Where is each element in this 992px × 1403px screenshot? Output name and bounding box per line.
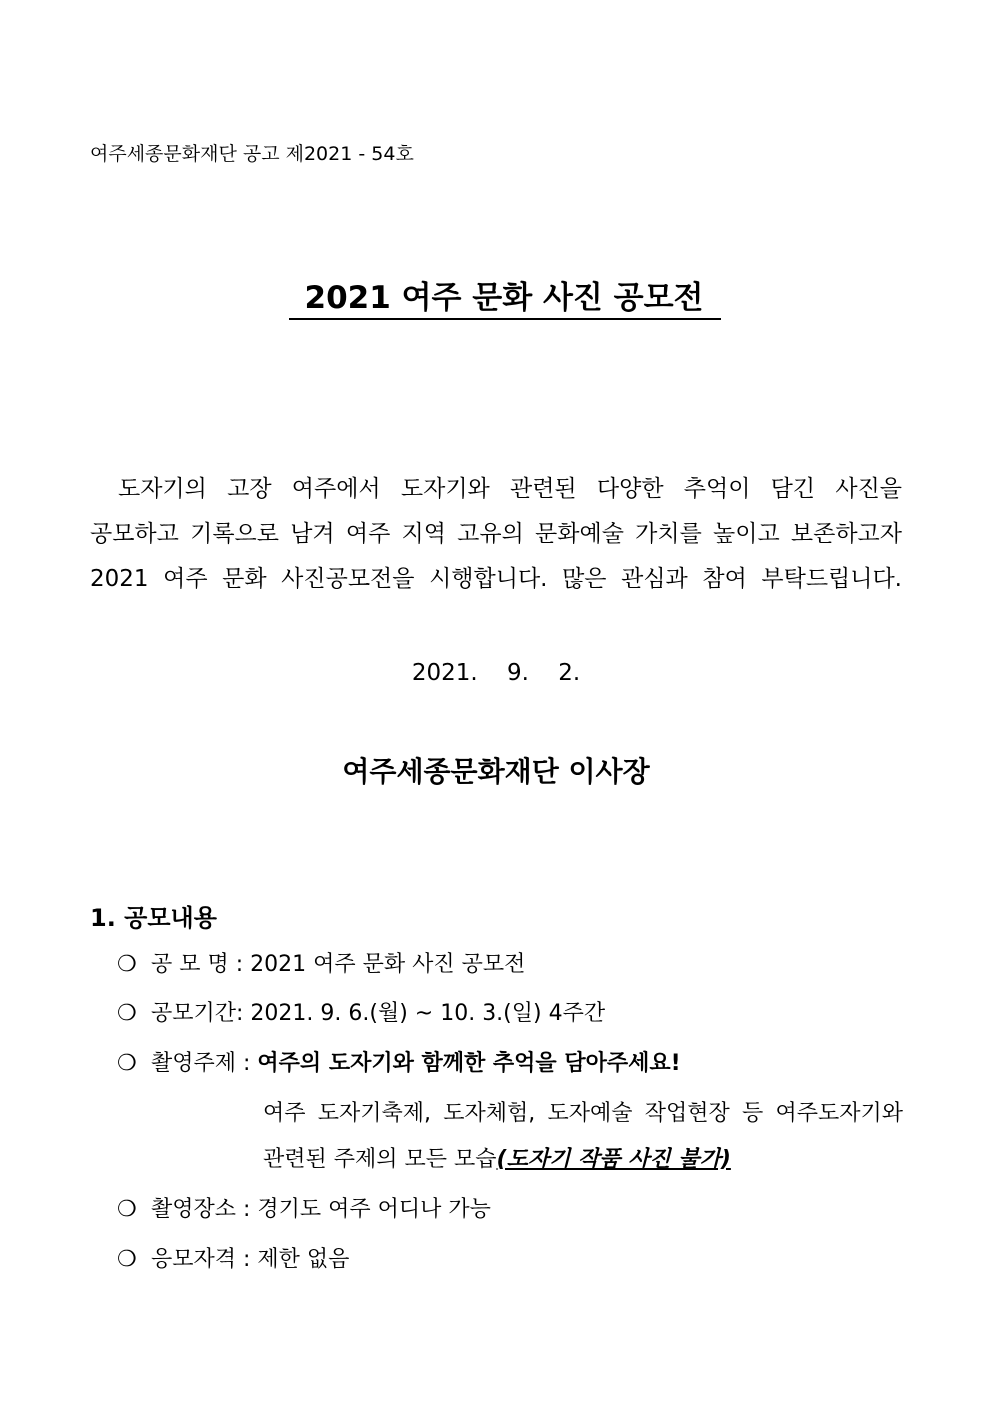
item-value: 제한 없음 bbox=[257, 1247, 350, 1272]
document-title-wrapper bbox=[0, 278, 992, 320]
theme-detail-line-2 bbox=[263, 1143, 903, 1177]
circle-bullet-icon: ❍ bbox=[117, 1001, 137, 1026]
theme-detail-text: 관련된 주제의 모든 모습 bbox=[263, 1147, 497, 1172]
intro-paragraph bbox=[90, 467, 902, 602]
item-label: 공모기간: bbox=[151, 1001, 244, 1026]
circle-bullet-icon: ❍ bbox=[117, 952, 137, 977]
intro-line-3: 2021 여주 문화 사진공모전을 시행합니다. 많은 관심과 참여 부탁드립니다. bbox=[90, 566, 902, 592]
issuer: 여주세종문화재단 이사장 bbox=[342, 755, 650, 788]
list-item-contest-name bbox=[117, 948, 525, 982]
item-value: 2021. 9. 6.(월) ~ 10. 3.(일) 4주간 bbox=[250, 1001, 606, 1026]
theme-detail bbox=[263, 1097, 903, 1177]
intro-line-2: 공모하고 기록으로 남겨 여주 지역 고유의 문화예술 가치를 높이고 보존하고자 bbox=[90, 521, 902, 547]
item-value: 경기도 여주 어디나 가능 bbox=[257, 1197, 491, 1222]
item-value: 여주의 도자기와 함께한 추억을 담아주세요! bbox=[257, 1051, 681, 1076]
item-label: 촬영장소 : bbox=[151, 1197, 251, 1222]
circle-bullet-icon: ❍ bbox=[117, 1247, 137, 1272]
document-title: 2021 여주 문화 사진 공모전 bbox=[289, 278, 722, 320]
list-item-eligibility bbox=[117, 1243, 349, 1277]
theme-detail-line-1: 여주 도자기축제, 도자체험, 도자예술 작업현장 등 여주도자기와 bbox=[263, 1101, 903, 1126]
circle-bullet-icon: ❍ bbox=[117, 1197, 137, 1222]
item-label: 공 모 명 : bbox=[151, 952, 244, 977]
list-item-theme bbox=[117, 1047, 681, 1081]
list-item-period bbox=[117, 997, 605, 1031]
theme-detail-note: (도자기 작품 사진 불가) bbox=[496, 1147, 731, 1172]
section-title: 1. 공모내용 bbox=[90, 904, 217, 932]
list-item-location bbox=[117, 1193, 491, 1227]
notice-number: 여주세종문화재단 공고 제2021 - 54호 bbox=[90, 143, 414, 165]
item-label: 촬영주제 : bbox=[151, 1051, 251, 1076]
notice-date: 2021. 9. 2. bbox=[411, 660, 581, 686]
intro-line-1: 도자기의 고장 여주에서 도자기와 관련된 다양한 추억이 담긴 사진을 bbox=[118, 476, 902, 502]
item-value: 2021 여주 문화 사진 공모전 bbox=[250, 952, 526, 977]
circle-bullet-icon: ❍ bbox=[117, 1051, 137, 1076]
item-label: 응모자격 : bbox=[151, 1247, 251, 1272]
